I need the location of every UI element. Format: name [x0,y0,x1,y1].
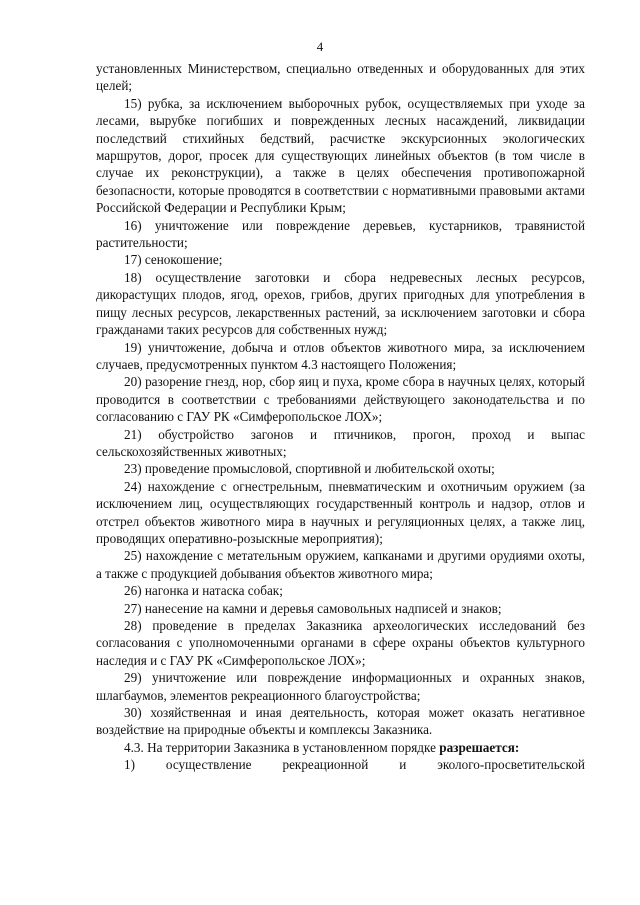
list-item-28: 28) проведение в пределах Заказника археологических исследований без согласования с уполномоченными органами в сфере охраны объектов культурного наследия и с ГАУ РК «Симферопольское ЛОХ»; [96,618,585,668]
list-item-17: 17) сенокошение; [124,252,223,268]
list-item-26: 26) нагонка и натаска собак; [124,583,283,599]
list-item-24: 24) нахождение с огнестрельным, пневматическим и охотничьим оружием (за исключением лиц, осуществляющих государственный контроль и надзор, отлов и отстрел объектов животного мира в научных и регуляционных целях, а также лиц, проводящих оперативно-розыскные мероприятия); [96,478,585,546]
list-item-15: 15) рубка, за исключением выборочных рубок, осуществляемых при уходе за лесами, вырубке погибших и поврежденных лесных насаждений, ликвидации последствий стихийных бедствий, расчистке экскурсионных экологических маршрутов, дорог, просек для существующих линейных объектов (в том числе в случае их реконструкции), а также в целях обеспечения противопожарной безопасности, которые проводятся в соответствии с нормативными правовыми актами Российской Федерации и Республики Крым; [96,95,585,216]
list-item-25: 25) нахождение с метательным оружием, капканами и другими орудиями охоты, а также с продукцией добывания объектов животного мира; [96,548,585,581]
list-item-27: 27) нанесение на камни и деревья самовольных надписей и знаков; [124,600,502,616]
section-4-3-heading [96,739,585,756]
page-number: 4 [316,39,324,54]
list-item-29: 29) уничтожение или повреждение информационных и охранных знаков, шлагбаумов, элементов рекреационного благоустройства; [96,670,585,703]
permitted-item-1: 1) осуществление рекреационной и эколого-просветительской [124,757,585,773]
list-item-30: 30) хозяйственная и иная деятельность, которая может оказать негативное воздействие на природные объекты и комплексы Заказника. [96,705,585,738]
list-item-20: 20) разорение гнезд, нор, сбор яиц и пуха, кроме сбора в научных целях, который проводится в соответствии с требованиями действующего законодательства и по согласованию с ГАУ РК «Симферопольское ЛОХ»; [96,374,585,425]
section-4-3-text: 4.3. На территории Заказника в установленном порядке [124,739,440,755]
paragraph-continuation: установленных Министерством, специально отведенных и оборудованных для этих целей; [96,61,585,94]
document-body [96,60,585,774]
section-4-3-colon: : [514,739,520,755]
list-item-19: 19) уничтожение, добыча и отлов объектов животного мира, за исключением случаев, предусмотренных пунктом 4.3 настоящего Положения; [96,339,585,372]
list-item-21: 21) обустройство загонов и птичников, прогон, проход и выпас сельскохозяйственных животных; [96,426,585,459]
list-item-16: 16) уничтожение или повреждение деревьев, кустарников, травянистой растительности; [96,217,585,251]
list-item-23: 23) проведение промысловой, спортивной и любительской охоты; [124,461,495,477]
list-item-18: 18) осуществление заготовки и сбора недревесных лесных ресурсов, дикорастущих плодов, ягод, орехов, грибов, других пригодных для употребления в пищу лесных ресурсов, лекарственных растений, за исключением заготовки и сбора гражданами таких ресурсов для собственных нужд; [96,269,585,338]
section-4-3-emphasis: разрешается [439,739,515,755]
